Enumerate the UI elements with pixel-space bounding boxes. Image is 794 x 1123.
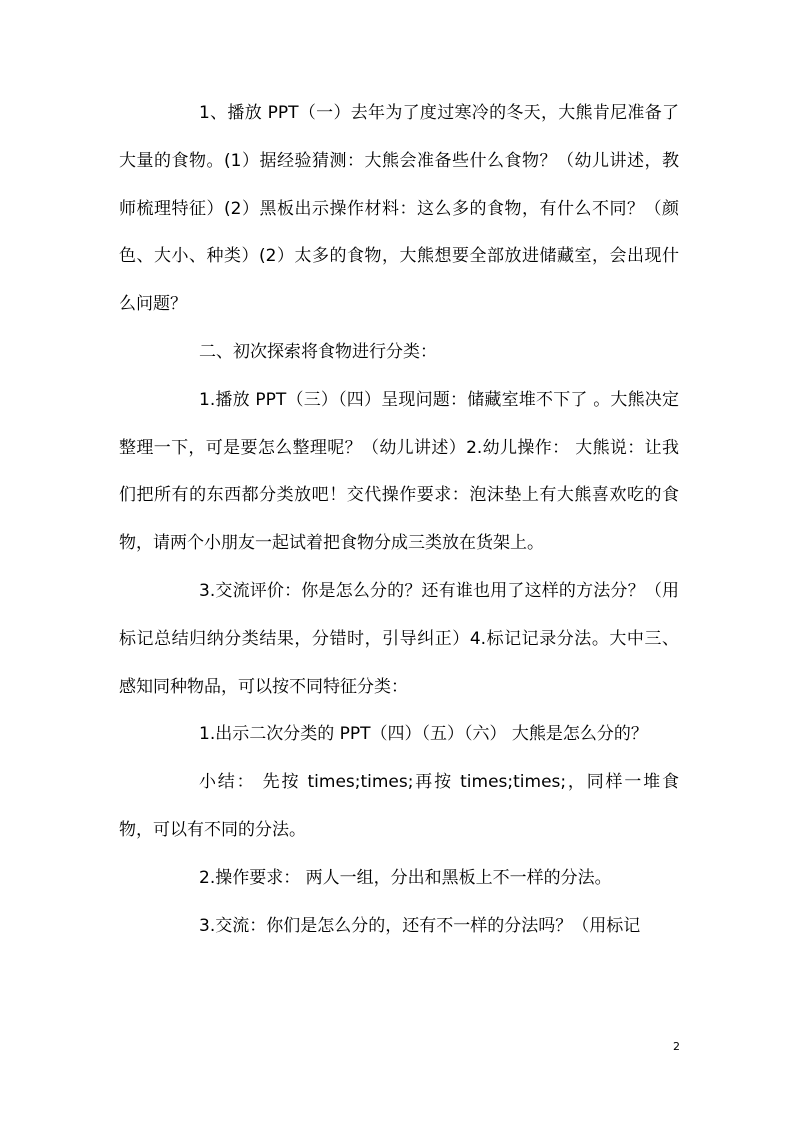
paragraph-exchange: 3.交流：你们是怎么分的，还有不一样的分法吗？（用标记 [199, 915, 641, 936]
page-number: 2 [673, 1040, 680, 1053]
paragraph-exchange-evaluation: 3.交流评价：你是怎么分的？还有谁也用了这样的方法分？（用标记总结归纳分类结果，分错时，引导纠正）4.标记记录分法。大中三、感知同种物品，可以按不同特征分类： [119, 580, 679, 697]
paragraph-storage-problem: 1.播放 PPT（三）（四）呈现问题：储藏室堆不下了 。大熊决定整理一下，可是要怎么整理呢？（幼儿讲述）2.幼儿操作： 大熊说：让我们把所有的东西都分类放吧！交代操作要求：泡沫垫上有大熊喜欢吃的食物，请两个小朋友一起试着把食物分成三类放在货架上。 [119, 389, 679, 554]
paragraph-summary: 小结： 先按 times;times;再按 times;times;，同样一堆食物，可以有不同的分法。 [119, 772, 679, 840]
section-heading-initial-exploration: 二、初次探索将食物进行分类： [199, 341, 437, 362]
paragraph-second-classification: 1.出示二次分类的 PPT（四）（五）（六） 大熊是怎么分的？ [199, 724, 648, 745]
paragraph-intro-activity: 1、播放 PPT（一）去年为了度过寒冷的冬天，大熊肯尼准备了大量的食物。(1）据经验猜测：大熊会准备些什么食物？（幼儿讲述，教师梳理特征）(2）黑板出示操作材料：这么多的食物，有什么不同？（颜色、大小、种类）(2）太多的食物，大熊想要全部放进储藏室，会出现什么问题？ [119, 103, 679, 315]
paragraph-operation-requirements: 2.操作要求： 两人一组，分出和黑板上不一样的分法。 [199, 867, 612, 888]
document-body [119, 90, 679, 950]
